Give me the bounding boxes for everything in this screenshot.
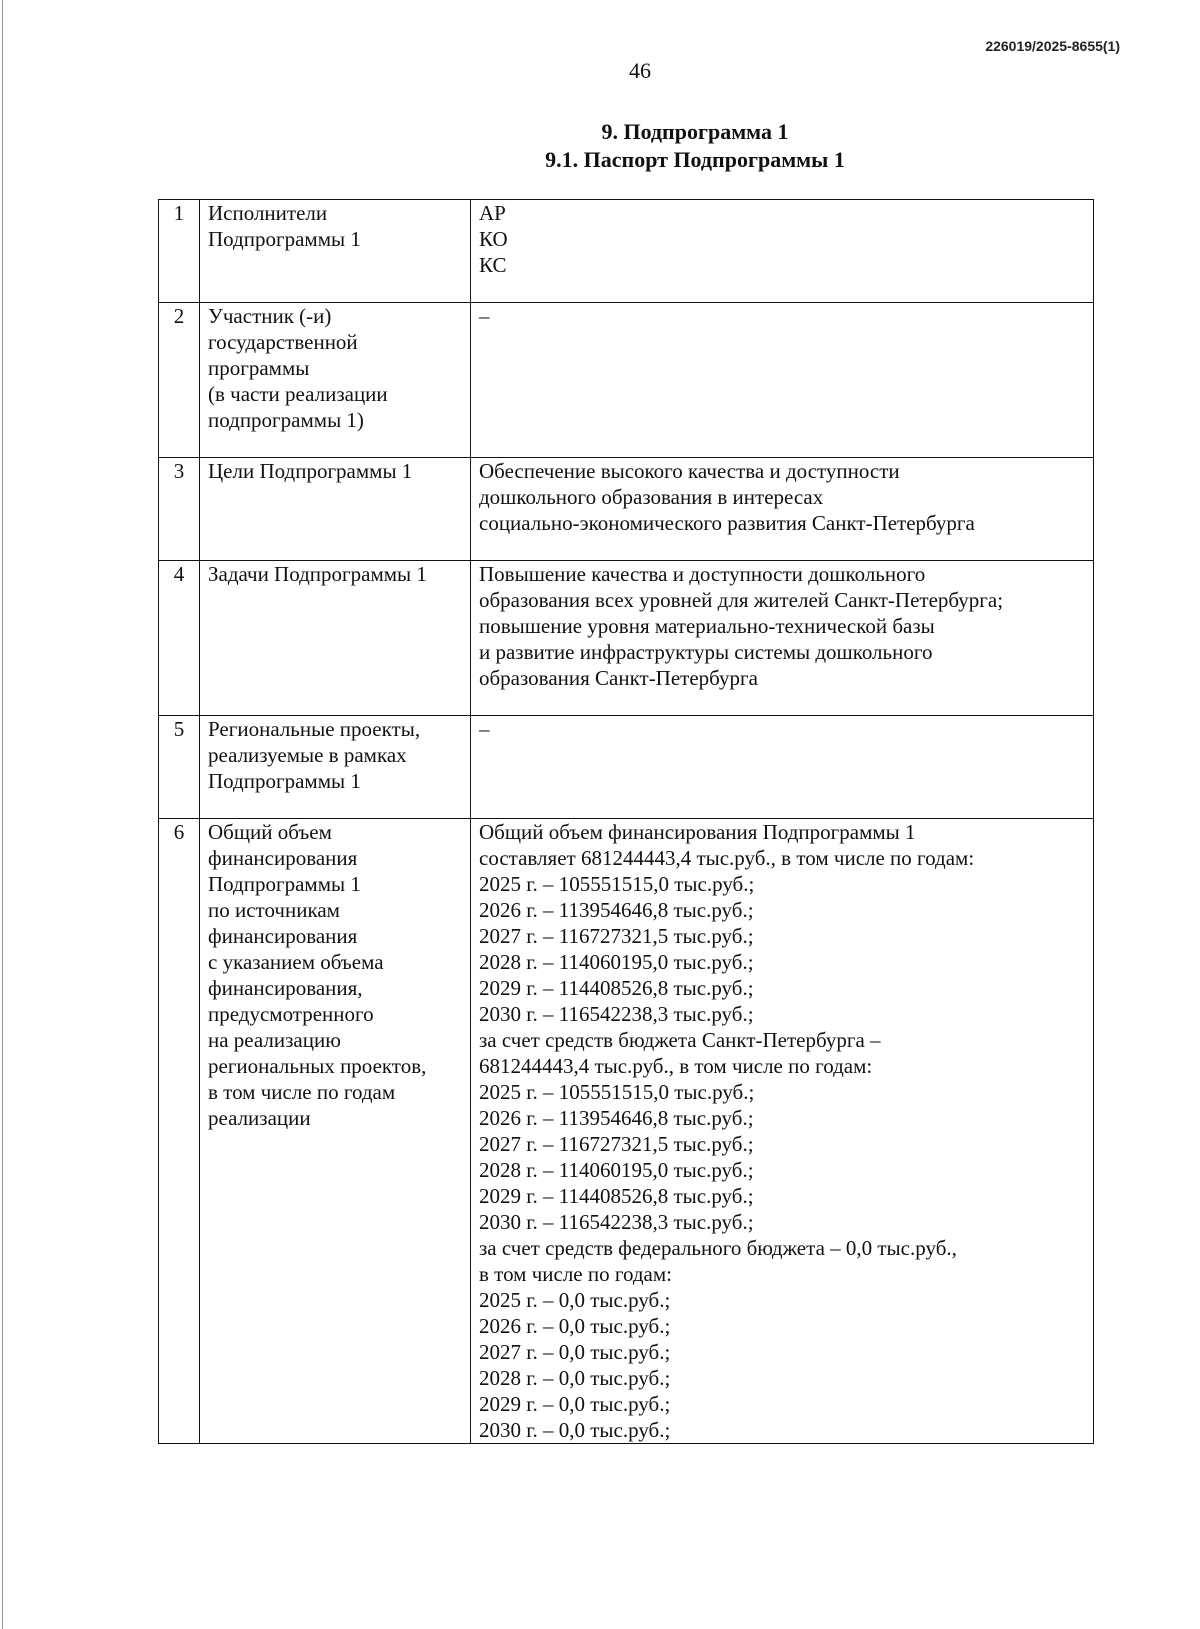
value-line: 2026 г. – 113954646,8 тыс.руб.;: [479, 898, 754, 922]
table-row: [159, 819, 1094, 1444]
label-line: Задачи Подпрограммы 1: [208, 562, 427, 586]
row-value: [471, 819, 1094, 1444]
label-line: программы: [208, 356, 310, 380]
value-line: КС: [479, 253, 507, 277]
label-line: Подпрограммы 1: [208, 872, 361, 896]
value-line: 681244443,4 тыс.руб., в том числе по годам:: [479, 1054, 873, 1078]
row-label: [200, 303, 471, 458]
label-line: региональных проектов,: [208, 1054, 427, 1078]
value-line: 2028 г. – 114060195,0 тыс.руб.;: [479, 950, 754, 974]
row-number: 4: [159, 561, 200, 716]
value-line: 2029 г. – 114408526,8 тыс.руб.;: [479, 1184, 754, 1208]
label-line: финансирования: [208, 846, 358, 870]
value-line: 2025 г. – 105551515,0 тыс.руб.;: [479, 872, 755, 896]
value-line: Повышение качества и доступности дошкольного: [479, 562, 926, 586]
value-line: и развитие инфраструктуры системы дошкольного: [479, 640, 933, 664]
table-row: [159, 200, 1094, 303]
value-line: 2027 г. – 116727321,5 тыс.руб.;: [479, 1132, 754, 1156]
value-line: АР: [479, 201, 506, 225]
row-value: [471, 200, 1094, 303]
label-line: реализуемые в рамках: [208, 743, 407, 767]
section-title: 9. Подпрограмма 1: [601, 119, 789, 144]
value-line: 2030 г. – 116542238,3 тыс.руб.;: [479, 1002, 754, 1026]
label-line: Региональные проекты,: [208, 717, 421, 741]
value-line: составляет 681244443,4 тыс.руб., в том числе по годам:: [479, 846, 975, 870]
subsection-title: 9.1. Паспорт Подпрограммы 1: [545, 147, 845, 172]
label-line: Подпрограммы 1: [208, 227, 361, 251]
value-line: повышение уровня материально-технической базы: [479, 614, 935, 638]
value-line: 2026 г. – 0,0 тыс.руб.;: [479, 1314, 671, 1338]
table-row: [159, 561, 1094, 716]
label-line: подпрограммы 1): [208, 408, 364, 432]
value-line: КО: [479, 227, 508, 251]
value-line: 2029 г. – 0,0 тыс.руб.;: [479, 1392, 671, 1416]
label-line: с указанием объема: [208, 950, 384, 974]
value-line: за счет средств федерального бюджета – 0,0 тыс.руб.,: [479, 1236, 957, 1260]
label-line: Участник (-и): [208, 304, 332, 328]
label-line: в том числе по годам: [208, 1080, 396, 1104]
row-number: 1: [159, 200, 200, 303]
label-line: предусмотренного: [208, 1002, 374, 1026]
value-line: 2030 г. – 116542238,3 тыс.руб.;: [479, 1210, 754, 1234]
value-line: 2026 г. – 113954646,8 тыс.руб.;: [479, 1106, 754, 1130]
row-number: 5: [159, 716, 200, 819]
value-line: –: [479, 304, 490, 328]
row-number: 6: [159, 819, 200, 1444]
value-line: в том числе по годам:: [479, 1262, 672, 1286]
label-line: Исполнители: [208, 201, 328, 225]
label-line: государственной: [208, 330, 358, 354]
value-line: 2028 г. – 114060195,0 тыс.руб.;: [479, 1158, 754, 1182]
value-line: образования Санкт-Петербурга: [479, 666, 758, 690]
row-value: [471, 716, 1094, 819]
label-line: Подпрограммы 1: [208, 769, 361, 793]
value-line: 2025 г. – 0,0 тыс.руб.;: [479, 1288, 671, 1312]
row-label: [200, 716, 471, 819]
passport-table-body: [159, 200, 1094, 1444]
label-line: реализации: [208, 1106, 311, 1130]
table-row: [159, 303, 1094, 458]
value-line: дошкольного образования в интересах: [479, 485, 824, 509]
value-line: образования всех уровней для жителей Санкт-Петербурга;: [479, 588, 1004, 612]
label-line: Общий объем: [208, 820, 332, 844]
row-label: [200, 819, 471, 1444]
table-row: [159, 458, 1094, 561]
label-line: финансирования: [208, 924, 358, 948]
value-line: 2027 г. – 116727321,5 тыс.руб.;: [479, 924, 754, 948]
label-line: Цели Подпрограммы 1: [208, 459, 413, 483]
row-value: [471, 561, 1094, 716]
value-line: Обеспечение высокого качества и доступности: [479, 459, 900, 483]
value-line: за счет средств бюджета Санкт-Петербурга –: [479, 1028, 881, 1052]
scan-edge-line: [2, 0, 3, 1629]
row-number: 3: [159, 458, 200, 561]
row-label: [200, 458, 471, 561]
row-label: [200, 200, 471, 303]
value-line: 2025 г. – 105551515,0 тыс.руб.;: [479, 1080, 755, 1104]
value-line: Общий объем финансирования Подпрограммы 1: [479, 820, 916, 844]
registration-number: 226019/2025-8655(1): [985, 38, 1120, 54]
row-value: [471, 458, 1094, 561]
label-line: по источникам: [208, 898, 340, 922]
table-row: [159, 716, 1094, 819]
label-line: (в части реализации: [208, 382, 388, 406]
label-line: на реализацию: [208, 1028, 341, 1052]
row-value: [471, 303, 1094, 458]
value-line: социально-экономического развития Санкт-Петербурга: [479, 511, 975, 535]
value-line: –: [479, 717, 490, 741]
value-line: 2030 г. – 0,0 тыс.руб.;: [479, 1418, 671, 1442]
row-label: [200, 561, 471, 716]
page-number: 46: [629, 58, 651, 83]
label-line: финансирования,: [208, 976, 363, 1000]
value-line: 2029 г. – 114408526,8 тыс.руб.;: [479, 976, 754, 1000]
value-line: 2027 г. – 0,0 тыс.руб.;: [479, 1340, 671, 1364]
row-number: 2: [159, 303, 200, 458]
passport-table: [158, 199, 1094, 1444]
value-line: 2028 г. – 0,0 тыс.руб.;: [479, 1366, 671, 1390]
